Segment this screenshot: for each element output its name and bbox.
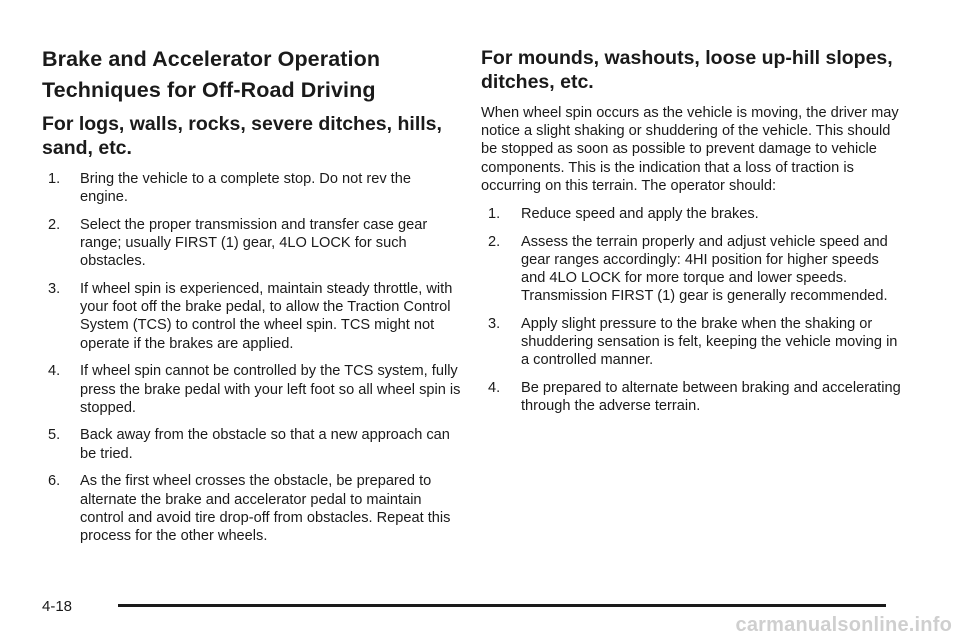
list-item: [48, 472, 462, 545]
list-item: [48, 426, 462, 462]
list-item: [48, 280, 462, 353]
list-item: [488, 379, 906, 415]
left-column: [42, 44, 462, 555]
step-number: 4.: [488, 380, 501, 397]
step-number: 5.: [48, 427, 61, 444]
left-steps-list: [42, 170, 462, 545]
watermark-link[interactable]: carmanualsonline.info: [735, 614, 952, 636]
step-text: Be prepared to alternate between braking and accelerating through the adverse terrain.: [521, 380, 901, 415]
step-number: 2.: [488, 233, 501, 250]
step-text: Reduce speed and apply the brakes.: [521, 206, 759, 223]
step-number: 1.: [48, 171, 61, 187]
step-number: 1.: [488, 206, 501, 223]
step-number: 3.: [488, 316, 501, 333]
right-steps-list: [481, 205, 906, 416]
list-item: [48, 362, 462, 417]
step-text: If wheel spin is experienced, maintain steady throttle, with your foot off the brake pedal, to allow the Traction Control System (TCS) to control the wheel spin. TCS might not operate if the brakes are applied.: [80, 281, 453, 352]
right-subheading: For mounds, washouts, loose up-hill slopes, ditches, etc.: [481, 47, 893, 93]
step-number: 2.: [48, 216, 61, 233]
step-number: 3.: [48, 281, 61, 298]
page-number: 4-18: [42, 598, 73, 615]
step-text: Assess the terrain properly and adjust vehicle speed and gear ranges accordingly: 4HI position for higher speeds and 4LO LOCK for more torque and lower speeds. Transmission FIRST (1) gear is generally recommended.: [521, 233, 888, 305]
step-text: Select the proper transmission and transfer case gear range; usually FIRST (1) gear, 4LO LOCK for such obstacles.: [80, 216, 428, 270]
step-text: Apply slight pressure to the brake when the shaking or shuddering sensation is felt, keeping the vehicle moving in a controlled manner.: [521, 316, 898, 369]
step-number: 6.: [48, 473, 61, 490]
step-number: 4.: [48, 363, 61, 380]
footer-divider: [118, 604, 886, 607]
right-column: [481, 46, 906, 425]
intro-paragraph: When wheel spin occurs as the vehicle is moving, the driver may notice a slight shaking or shuddering of the vehicle. This should be stopped as soon as possible to prevent damage to vehicle components. This is the indication that a loss of traction is occurring on this terrain. The operator should:: [481, 105, 899, 194]
step-text: If wheel spin cannot be controlled by the TCS system, fully press the brake pedal with your left foot so all wheel spin is stopped.: [80, 363, 461, 416]
step-text: Back away from the obstacle so that a new approach can be tried.: [80, 427, 450, 462]
left-subheading: For logs, walls, rocks, severe ditches, hills, sand, etc.: [42, 113, 442, 159]
list-item: [488, 315, 906, 370]
list-item: [48, 216, 462, 271]
step-text: As the first wheel crosses the obstacle, be prepared to alternate the brake and accelerator pedal to maintain control and avoid tire drop-off from obstacles. Repeat this process for the other wheels.: [80, 473, 451, 544]
list-item: [488, 233, 906, 306]
step-text: Bring the vehicle to a complete stop. Do not rev the engine.: [80, 171, 411, 206]
section-title: Brake and Accelerator Operation Techniques for Off-Road Driving: [42, 47, 381, 102]
list-item: [488, 205, 906, 223]
list-item: [48, 170, 462, 206]
